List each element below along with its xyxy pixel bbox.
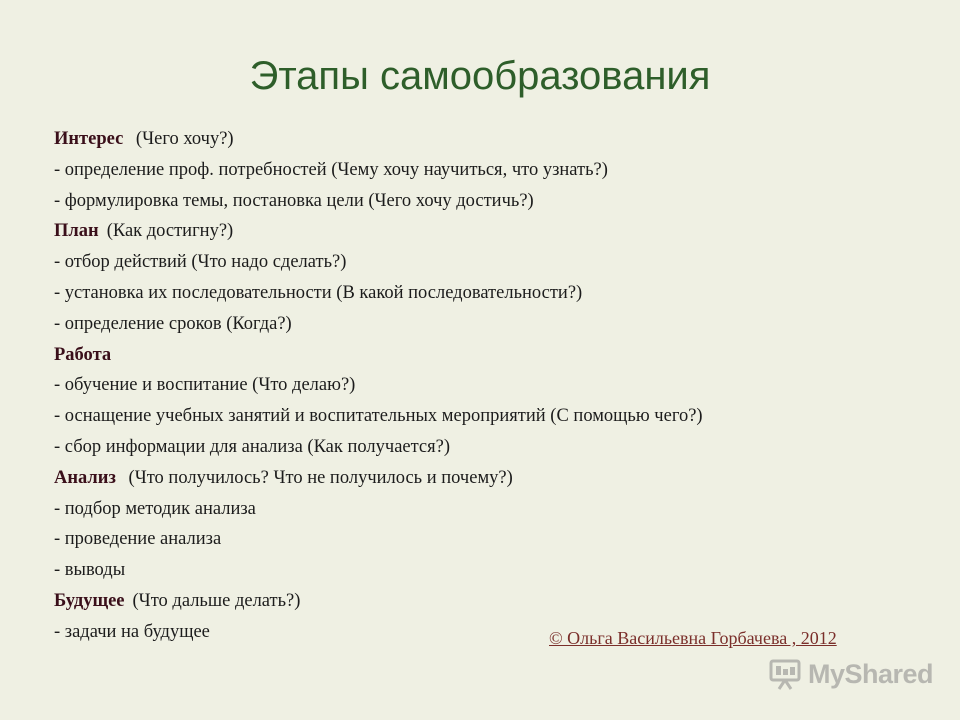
section-heading-line	[54, 586, 914, 617]
line-text: - оснащение учебных занятий и воспитательных мероприятий (С помощью чего?)	[54, 406, 703, 427]
line-text: - обучение и воспитание (Что делаю?)	[54, 375, 356, 396]
line-text: - определение проф. потребностей (Чему хочу научиться, что узнать?)	[54, 159, 608, 180]
section-heading-line	[54, 216, 914, 247]
watermark	[768, 656, 933, 692]
slide-title: Этапы самообразования	[249, 54, 711, 98]
list-item	[54, 524, 914, 555]
list-item	[54, 432, 914, 463]
copyright-link[interactable]: © Ольга Васильевна Горбачева , 2012	[549, 628, 837, 648]
list-item	[54, 278, 914, 309]
section-heading: Будущее	[54, 590, 125, 611]
list-item	[54, 155, 914, 186]
line-text: - формулировка темы, постановка цели (Чего хочу достичь?)	[54, 190, 534, 211]
list-item	[54, 555, 914, 586]
line-text: - проведение анализа	[54, 529, 222, 550]
section-heading: Интерес	[54, 129, 124, 149]
list-item	[54, 309, 914, 340]
section-heading: Анализ	[54, 467, 116, 488]
section-heading-line	[54, 463, 914, 494]
section-heading: План	[54, 221, 99, 242]
line-text: - определение сроков (Когда?)	[54, 313, 292, 334]
presentation-board-icon	[768, 657, 802, 691]
list-item	[54, 401, 914, 432]
list-item	[54, 370, 914, 401]
line-text: (Что получилось? Что не получилось и почему?)	[123, 467, 513, 488]
list-item	[54, 247, 914, 278]
section-heading: Работа	[54, 344, 112, 365]
line-text: (Чего хочу?)	[131, 129, 234, 149]
line-text: (Как достигну?)	[106, 221, 234, 242]
line-text: - задачи на будущее	[54, 621, 210, 642]
section-heading-line	[54, 340, 914, 371]
line-text: - подбор методик анализа	[54, 498, 256, 519]
line-text: - отбор действий (Что надо сделать?)	[54, 252, 347, 273]
line-text: - сбор информации для анализа (Как получается?)	[54, 436, 451, 457]
line-text: - установка их последовательности (В какой последовательности?)	[54, 282, 583, 303]
list-item	[54, 186, 914, 217]
line-text: - выводы	[54, 560, 126, 581]
list-item	[54, 494, 914, 525]
section-heading-line	[54, 124, 914, 155]
watermark-text: MyShared	[808, 658, 934, 689]
content-list	[54, 124, 914, 648]
line-text: (Что дальше делать?)	[132, 590, 301, 611]
